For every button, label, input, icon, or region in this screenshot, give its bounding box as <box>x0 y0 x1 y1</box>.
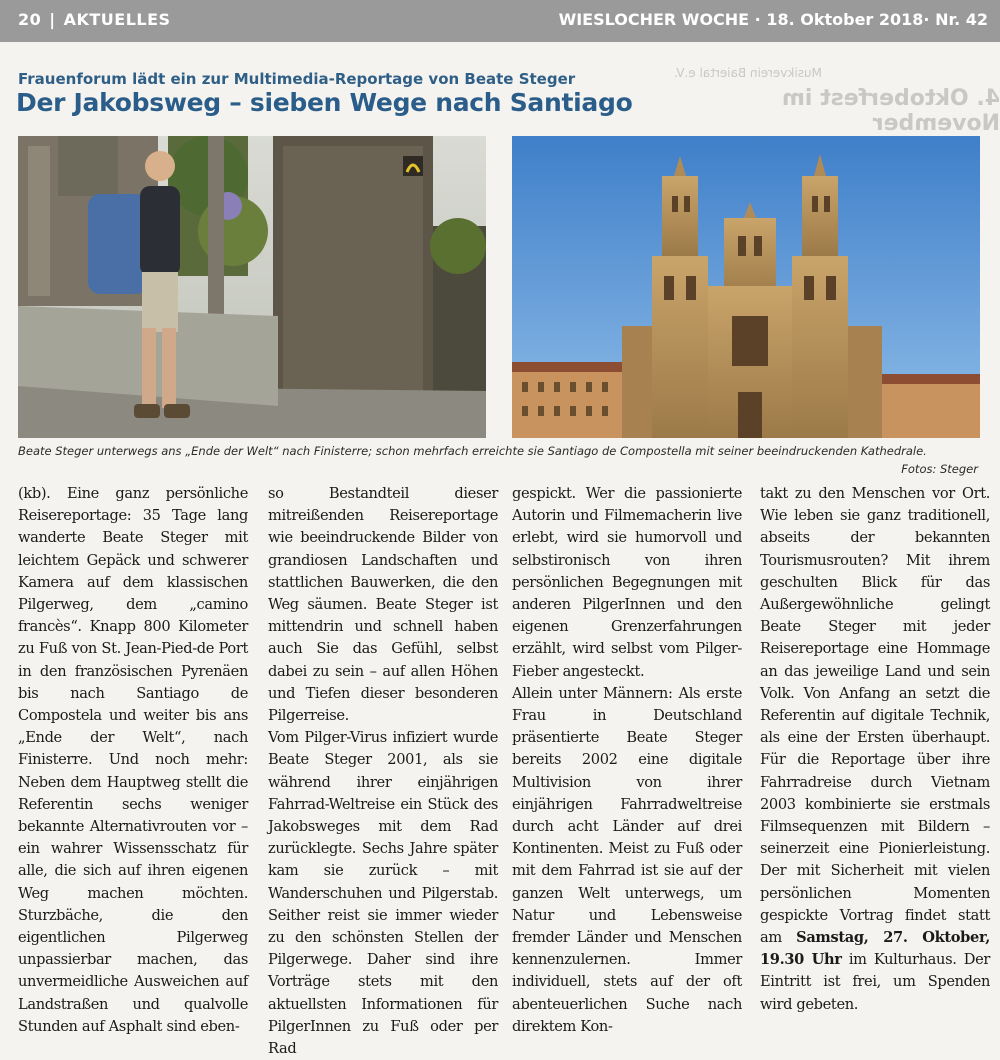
paragraph: gespickt. Wer die passionierte Autorin und Filmemacherin live erlebt, wird sie humorvoll und selbstironisch von ihren persönlichen Begegnungen mit anderen PilgerInnen und den eigenen Grenzerfahrungen erzählt, wird selbst vom Pilger-Fieber angesteckt. <box>512 485 742 680</box>
photo-cathedral <box>512 136 980 438</box>
article-column-4 <box>760 483 990 1016</box>
article-column-2 <box>268 483 498 1060</box>
article-column-1 <box>18 483 248 1038</box>
paragraph-text-end: im Kulturhaus. Der Eintritt ist frei, um Spenden wird gebeten. <box>760 951 990 1013</box>
bleedthrough-small: Musikverein Baiertal e.V. <box>674 66 822 80</box>
article-headline: Der Jakobsweg – sieben Wege nach Santiago <box>16 88 633 117</box>
header-left <box>18 10 171 29</box>
photo-caption: Beate Steger unterwegs ans „Ende der Welt“ nach Finisterre; schon mehrfach erreichte sie Santiago de Compostella mit seiner beeindruckenden Kathedrale. <box>18 444 927 458</box>
article-kicker: Frauenforum lädt ein zur Multimedia-Reportage von Beate Steger <box>18 70 576 88</box>
header-separator: | <box>49 10 56 29</box>
publication-name: WIESLOCHER WOCHE <box>558 10 750 29</box>
header-right: WIESLOCHER WOCHE · 18. Oktober 2018· Nr. 42 <box>558 10 988 29</box>
paragraph: Vom Pilger-Virus infiziert wurde Beate Steger 2001, als sie während ihrer einjährigen Fahrrad-Weltreise ein Stück des Jakobsweges mit dem Rad zurücklegte. Sechs Jahre später kam sie zurück – mit Wanderschuhen und Pilgerstab. Seither reist sie immer wieder zu den schönsten Stellen der Pilgerwege. Daher sind ihre Vorträge stets mit den aktuellsten Informationen für PilgerInnen zu Fuß oder per Rad <box>268 729 498 1058</box>
photo-cathedral-drawing <box>512 136 980 438</box>
photo-pilgrim-drawing <box>18 136 486 438</box>
section-name: AKTUELLES <box>63 10 171 29</box>
paragraph: (kb). Eine ganz persönliche Reisereportage: 35 Tage lang wanderte Beate Steger mit leichtem Gepäck und schwerer Kamera auf dem klassischen Pilgerweg, dem „camino francès“. Knapp 800 Kilometer zu Fuß von St. Jean-Pied-de Port in den französischen Pyrenäen bis nach Santiago de Compostela und weiter bis ans „Ende der Welt“, nach Finisterre. Und noch mehr: Neben dem Hauptweg stellt die Referentin sechs weniger bekannte Alternativrouten vor – ein wahrer Wissensschatz für alle, die sich auf ihren eigenen Weg machen möchten. Sturzbäche, die den eigentlichen Pilgerweg unpassierbar machen, das unvermeidliche Ausweichen auf Landstraßen und qualvolle Stunden auf Asphalt sind eben- <box>18 485 248 1035</box>
bleedthrough-title: 4. Oktoberfest im November <box>781 86 1000 136</box>
issue-date: 18. Oktober 2018 <box>766 10 924 29</box>
paragraph: Allein unter Männern: Als erste Frau in Deutschland präsentierte Beate Steger bereits 2002 eine digitale Multivision von ihrer einjährigen Fahrradweltreise durch acht Länder auf drei Kontinenten. Meist zu Fuß oder mit dem Fahrrad ist sie auf der ganzen Welt unterwegs, um Natur und Lebensweise fremder Länder und Menschen kennenzulernen. Immer individuell, stets auf der oft abenteuerlichen Suche nach direktem Kon- <box>512 684 742 1035</box>
bleedthrough-text <box>660 50 1000 136</box>
page-number: 20 <box>18 10 42 29</box>
issue-number: Nr. 42 <box>935 10 988 29</box>
paragraph <box>760 483 990 1016</box>
photo-pilgrim <box>18 136 486 438</box>
event-datetime: Samstag, 27. Oktober, 19.30 Uhr <box>760 929 990 969</box>
page-header <box>0 0 1000 42</box>
paragraph-text: takt zu den Menschen vor Ort. Wie leben sie ganz traditionell, abseits der bekannten Tourismusrouten? Mit ihrem geschulten Blick für das Außergewöhnliche gelingt Beate Steger mit jeder Reisereportage eine Hommage an das jeweilige Land und sein Volk. Von Anfang an setzt die Referentin auf digitale Technik, als eine der Ersten überhaupt. Für die Reportage über ihre Fahrradreise durch Vietnam 2003 kombinierte sie erstmals Filmsequenzen mit Bildern – seinerzeit eine Pionierleistung. Der mit Sicherheit mit vielen persönlichen Momenten gespickte Vortrag findet statt am <box>760 485 990 947</box>
photo-credit: Fotos: Steger <box>901 462 978 476</box>
article-column-3 <box>512 483 742 1038</box>
paragraph: so Bestandteil dieser mitreißenden Reisereportage wie beeindruckende Bilder von grandiosen Landschaften und stattlichen Bauwerken, die den Weg säumen. Beate Steger ist mittendrin und schnell haben auch Sie das Gefühl, selbst dabei zu sein – auf allen Höhen und Tiefen dieser besonderen Pilgerreise. <box>268 485 498 725</box>
